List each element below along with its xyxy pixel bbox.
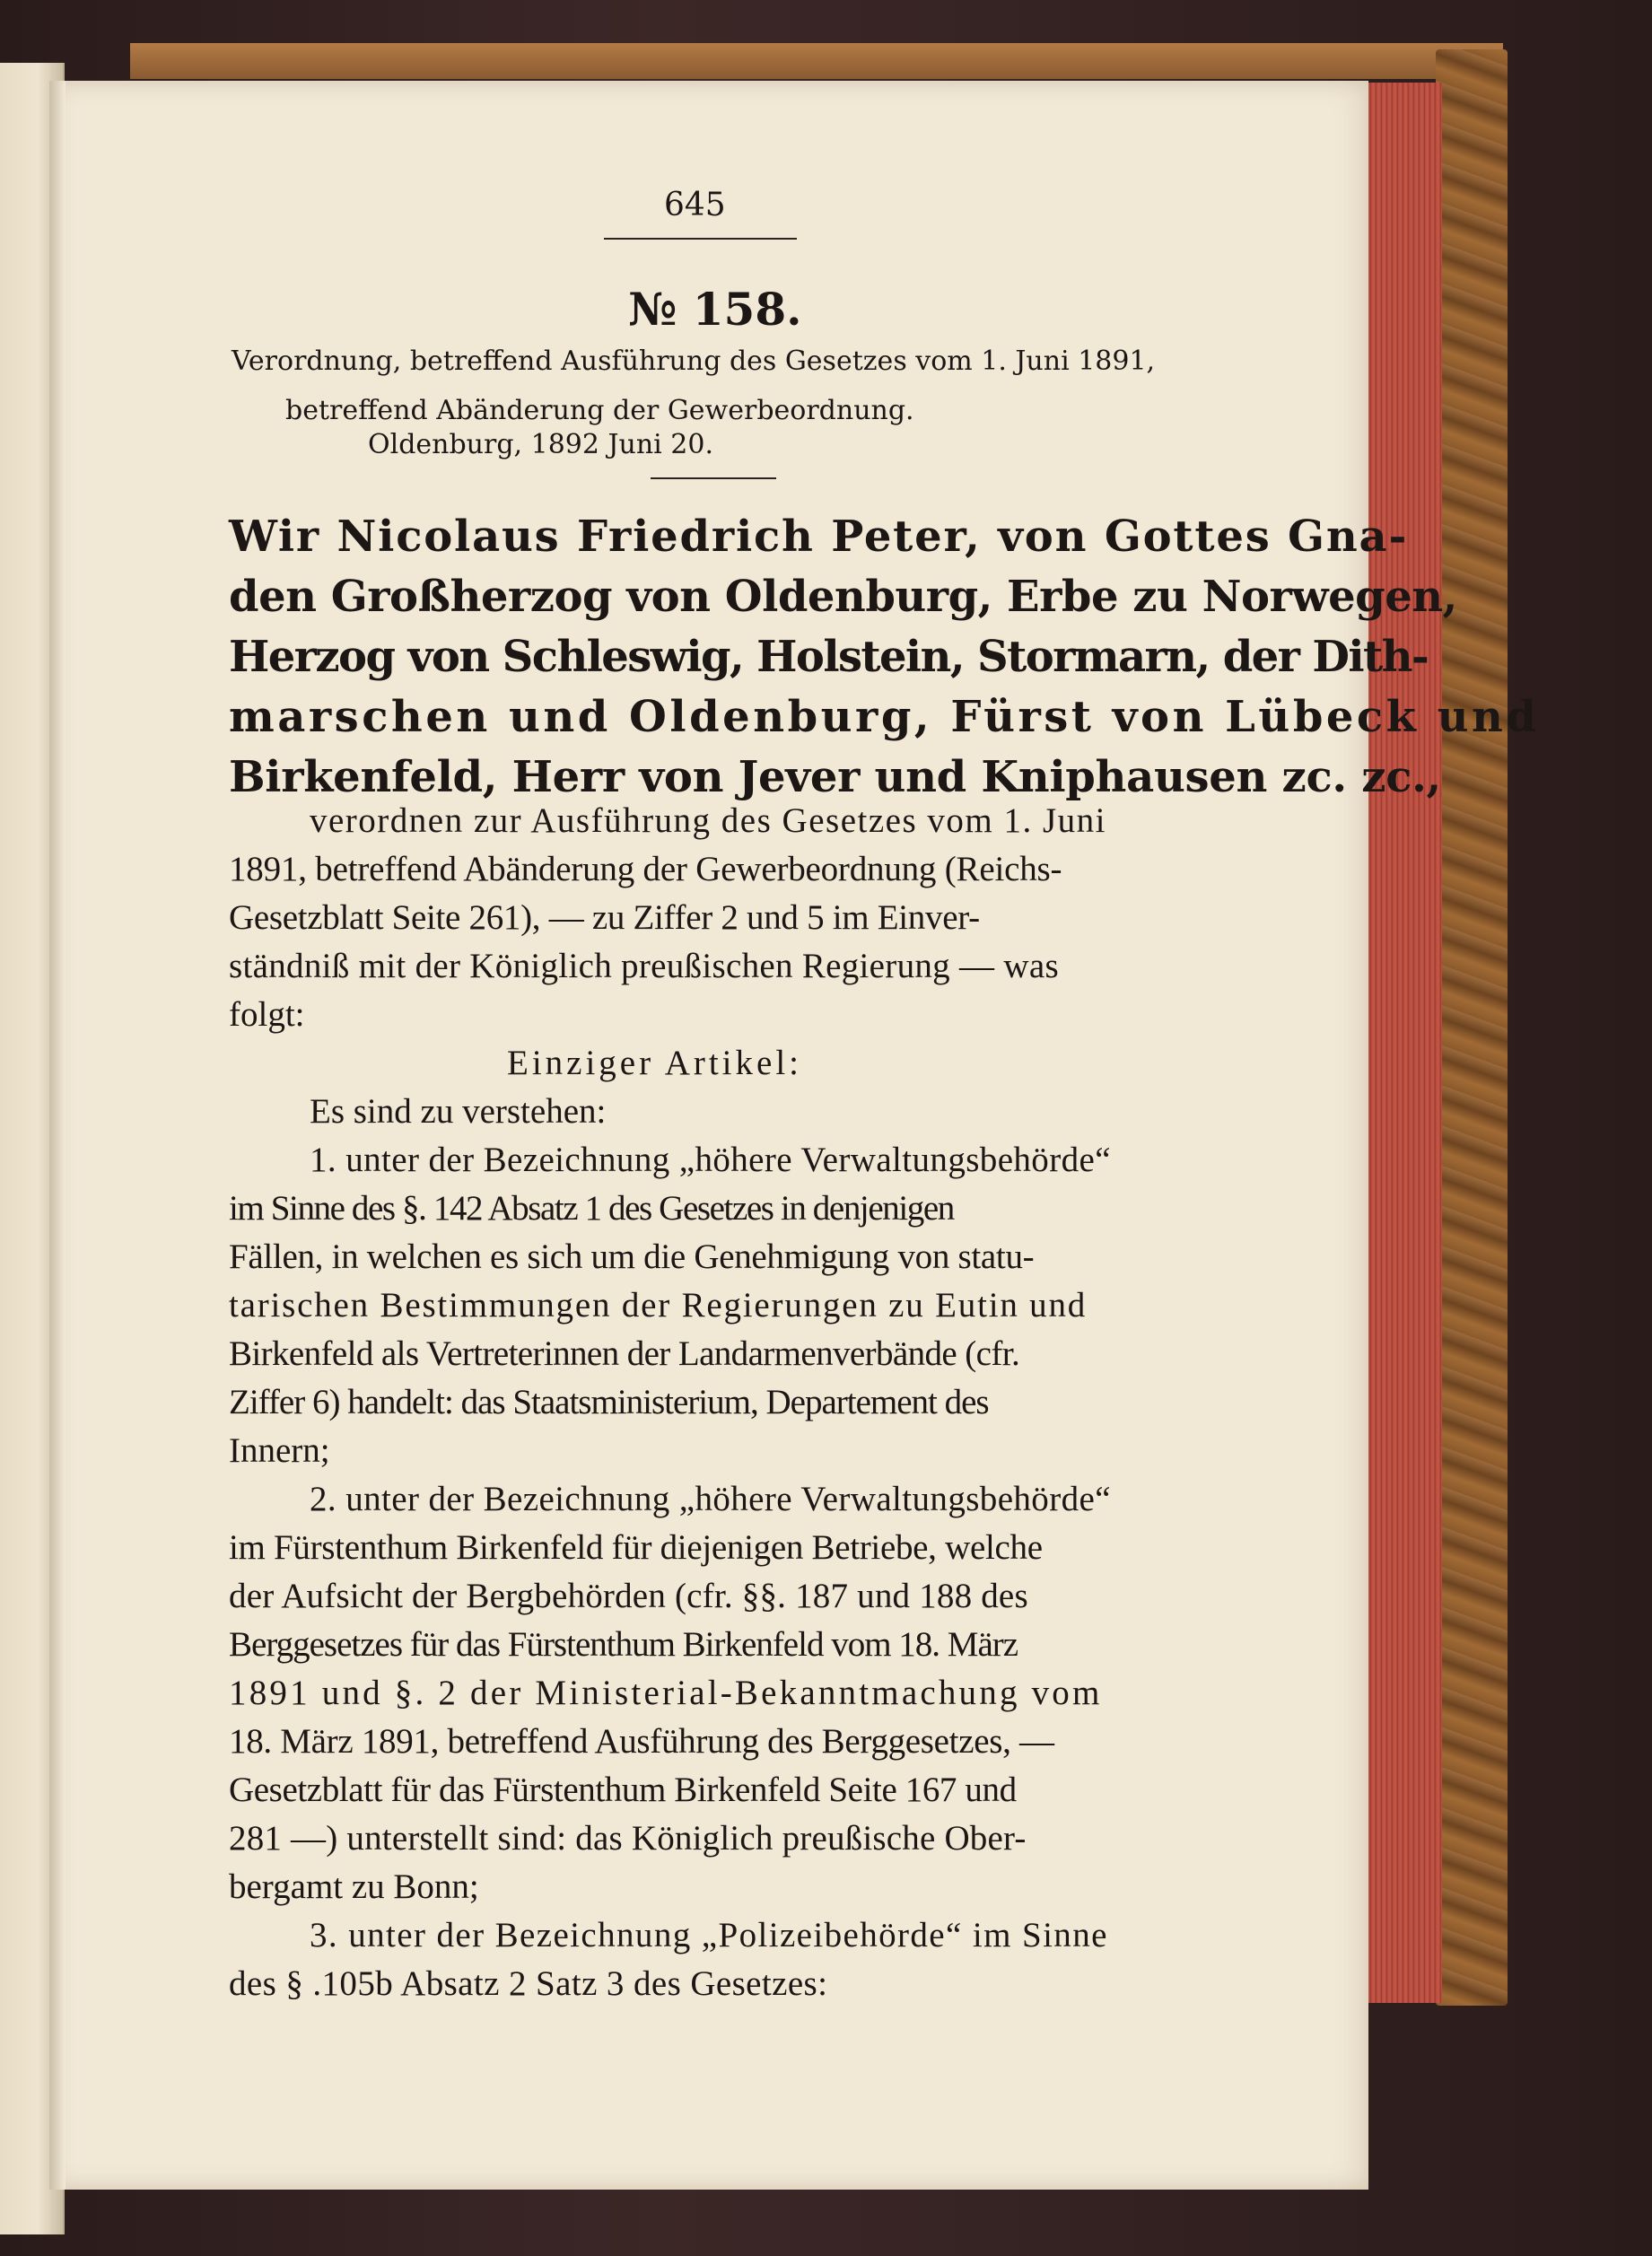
body-line-4: ständniß mit der Königlich preußischen Regierung — was — [229, 947, 1059, 985]
preamble-line-5: Birkenfeld, Herr von Jever und Kniphausen zc. zc., — [229, 752, 1441, 802]
page-gutter — [49, 81, 66, 2190]
body-line-25: des § .105b Absatz 2 Satz 3 des Gesetzes: — [229, 1964, 828, 2003]
body-line-21: Gesetzblatt für das Fürstenthum Birkenfeld Seite 167 und — [229, 1771, 1017, 1809]
body-line-24: 3. unter der Bezeichnung „Polizeibehörde“ im Sinne — [310, 1916, 1108, 1954]
body-line-20: 18. März 1891, betreffend Ausführung des Berggesetzes, — — [229, 1722, 1054, 1761]
body-line-12: Birkenfeld als Vertreterinnen der Landarmenverbände (cfr. — [229, 1334, 1020, 1373]
body-line-2: 1891, betreffend Abänderung der Gewerbeordnung (Reichs- — [229, 850, 1062, 888]
subtitle-line-3: Oldenburg, 1892 Juni 20. — [368, 429, 714, 460]
preamble-line-3: Herzog von Schleswig, Holstein, Stormarn, der Dith- — [229, 632, 1429, 682]
body-line-22: 281 —) unterstellt sind: das Königlich preußische Ober- — [229, 1819, 1027, 1858]
book-cover-right — [1436, 49, 1508, 2006]
preamble-line-2: den Großherzog von Oldenburg, Erbe zu Norwegen, — [229, 572, 1457, 622]
body-line-3: Gesetzblatt Seite 261), — zu Ziffer 2 und 5 im Einver- — [229, 898, 980, 937]
page-block-edge — [1364, 83, 1442, 2003]
article-heading: Einziger Artikel: — [507, 1044, 803, 1082]
body-line-23: bergamt zu Bonn; — [229, 1867, 479, 1906]
subtitle-line-2: betreffend Abänderung der Gewerbeordnung. — [285, 395, 914, 426]
subtitle-line-1: Verordnung, betreffend Ausführung des Gesetzes vom 1. Juni 1891, — [232, 345, 1156, 377]
body-line-5: folgt: — [229, 995, 305, 1034]
header-rule — [604, 238, 797, 240]
body-line-9: im Sinne des §. 142 Absatz 1 des Gesetzes in denjenigen — [229, 1189, 954, 1228]
body-line-15: 2. unter der Bezeichnung „höhere Verwaltungsbehörde“ — [310, 1480, 1111, 1518]
body-line-10: Fällen, in welchen es sich um die Genehmigung von statu- — [229, 1237, 1035, 1276]
subtitle-rule — [651, 477, 776, 479]
body-line-18: Berggesetzes für das Fürstenthum Birkenfeld vom 18. März — [229, 1625, 1018, 1664]
preamble-line-4: marschen und Oldenburg, Fürst von Lübeck und — [229, 692, 1540, 742]
body-line-13: Ziffer 6) handelt: das Staatsministerium, Departement des — [229, 1383, 989, 1421]
body-line-8: 1. unter der Bezeichnung „höhere Verwaltungsbehörde“ — [310, 1141, 1111, 1179]
body-line-1: verordnen zur Ausführung des Gesetzes vom 1. Juni — [310, 801, 1106, 840]
preamble-line-1: Wir Nicolaus Friedrich Peter, von Gottes Gna- — [229, 512, 1409, 562]
body-line-19: 1891 und §. 2 der Ministerial-Bekanntmachung vom — [229, 1674, 1103, 1712]
body-line-7: Es sind zu verstehen: — [310, 1092, 607, 1131]
book-cover-top — [130, 43, 1503, 79]
body-line-17: der Aufsicht der Bergbehörden (cfr. §§. 187 und 188 des — [229, 1577, 1028, 1615]
body-line-16: im Fürstenthum Birkenfeld für diejenigen Betriebe, welche — [229, 1528, 1043, 1567]
body-line-14: Innern; — [229, 1431, 330, 1470]
page-number: 645 — [664, 187, 726, 223]
document-number: № 158. — [628, 283, 802, 336]
body-line-11: tarischen Bestimmungen der Regierungen zu Eutin und — [229, 1286, 1088, 1325]
